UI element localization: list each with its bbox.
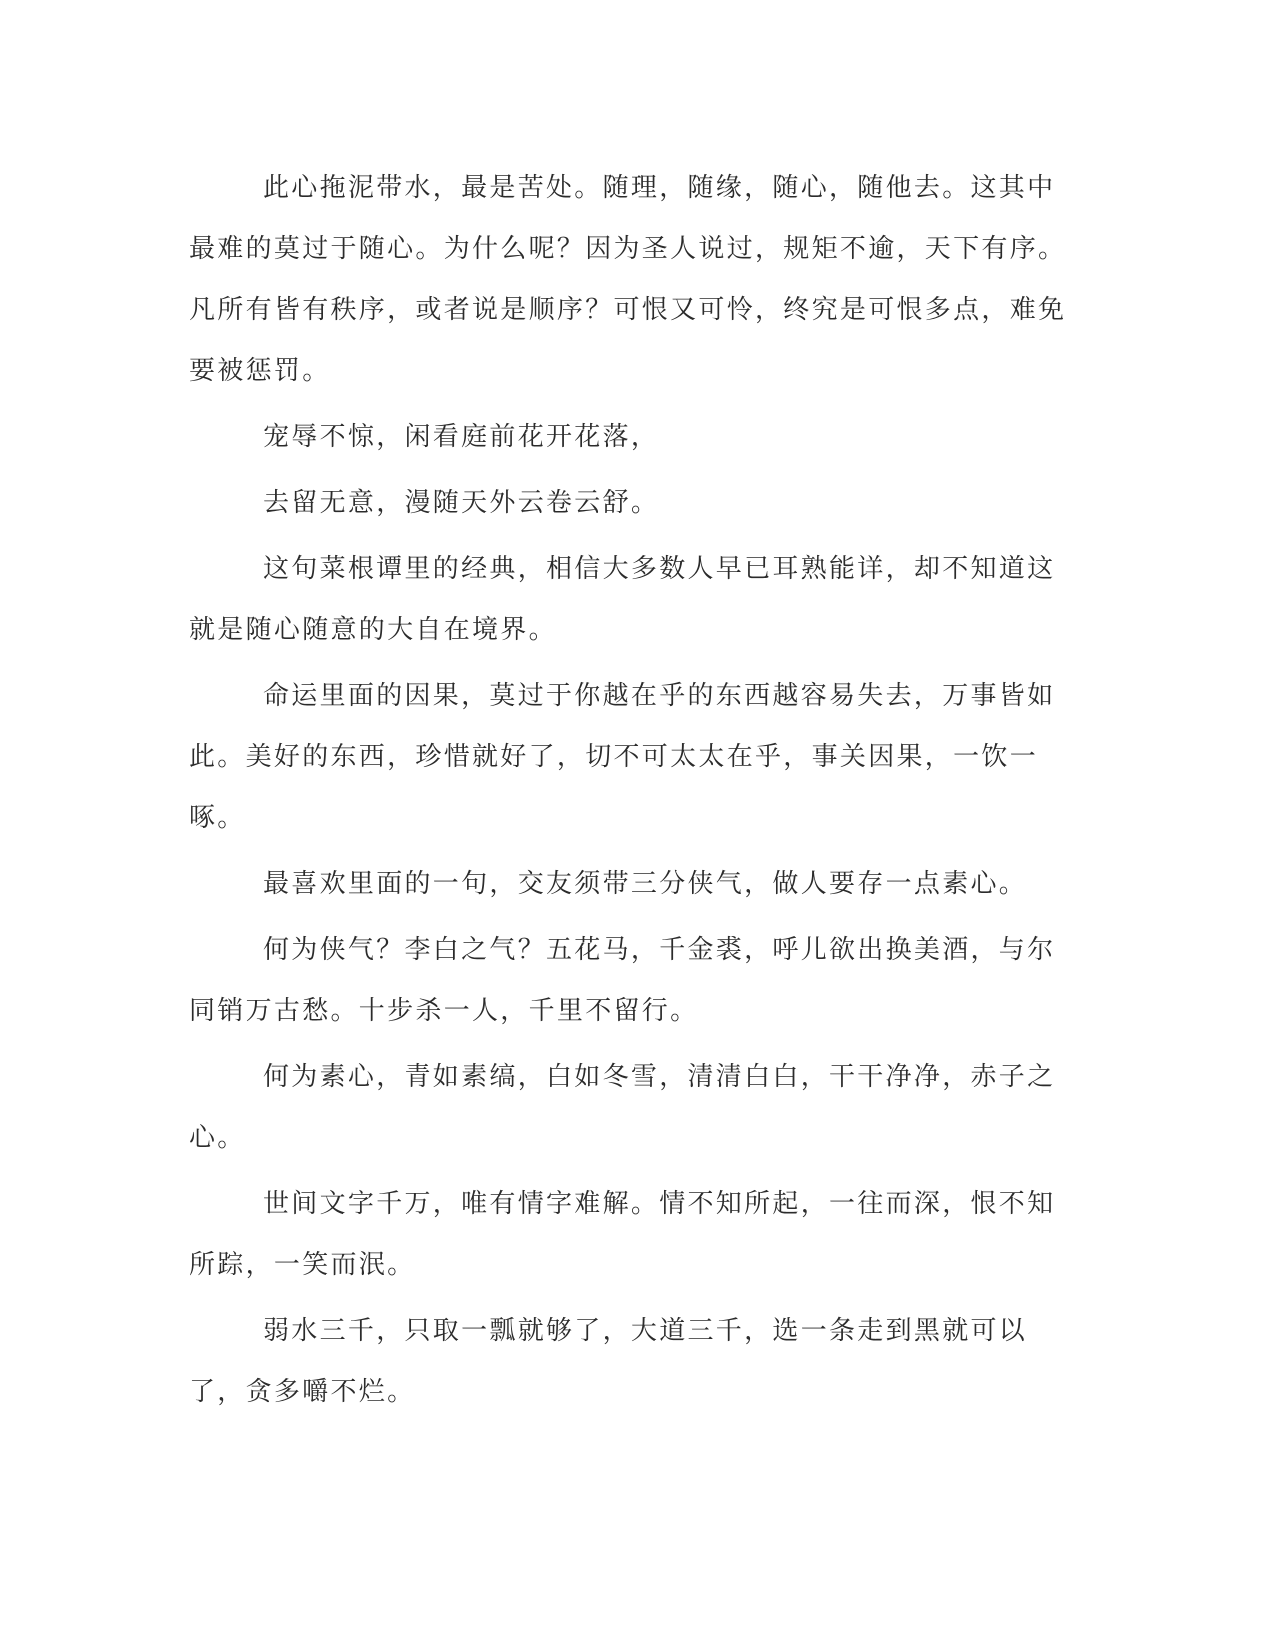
paragraph: 去留无意，漫随天外云卷云舒。 (263, 488, 660, 518)
paragraph: 这句菜根谭里的经典，相信大多数人早已耳熟能详，却不知道这就是随心随意的大自在境界。 (189, 554, 1056, 645)
paragraph: 宠辱不惊，闲看庭前花开花落， (263, 422, 660, 452)
paragraph: 此心拖泥带水，最是苦处。随理，随缘，随心，随他去。这其中最难的莫过于随心。为什么呢？因为圣人说过，规矩不逾，天下有序。凡所有皆有秩序，或者说是顺序？可恨又可怜，终究是可恨多点，难免要被惩罚。 (189, 173, 1067, 386)
paragraph: 最喜欢里面的一句，交友须带三分侠气，做人要存一点素心。 (263, 869, 1028, 899)
paragraph: 何为侠气？李白之气？五花马，千金裘，呼儿欲出换美酒，与尔同销万古愁。十步杀一人，千里不留行。 (189, 935, 1056, 1026)
paragraph: 何为素心，青如素缟，白如冬雪，清清白白，干干净净，赤子之心。 (189, 1062, 1056, 1153)
document-body (189, 158, 1075, 1428)
paragraph: 命运里面的因果，莫过于你越在乎的东西越容易失去，万事皆如此。美好的东西，珍惜就好了，切不可太太在乎，事关因果，一饮一啄。 (189, 681, 1056, 833)
paragraph: 弱水三千，只取一瓢就够了，大道三千，选一条走到黑就可以了，贪多嚼不烂。 (189, 1316, 1028, 1407)
paragraph: 世间文字千万，唯有情字难解。情不知所起，一往而深，恨不知所踪，一笑而泯。 (189, 1189, 1056, 1280)
